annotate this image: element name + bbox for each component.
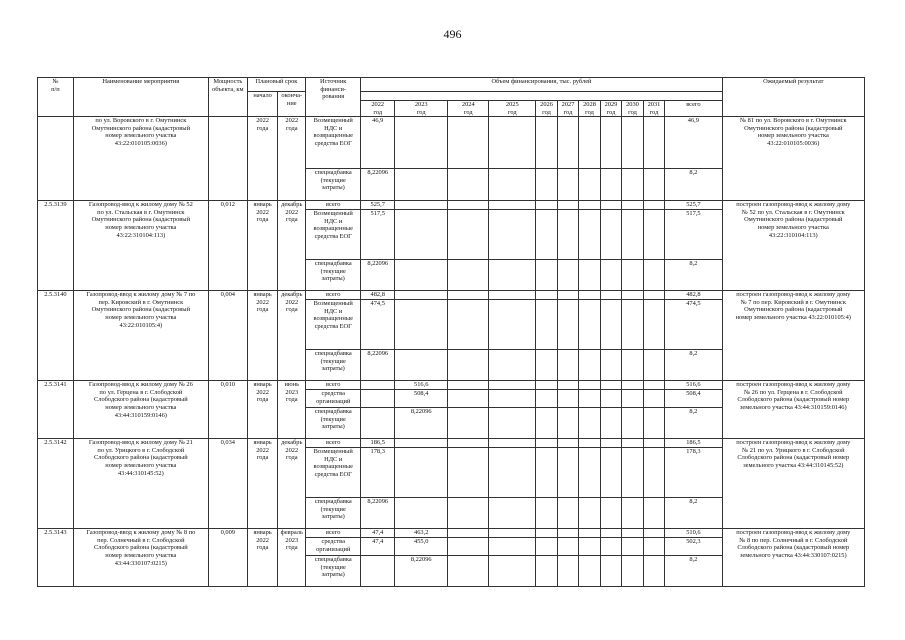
row-year-value: [643, 556, 664, 587]
row-year-value: [643, 538, 664, 556]
row-year-value: [622, 538, 643, 556]
row-year-value: [361, 556, 395, 587]
row-end: июнь 2023 года: [278, 381, 306, 439]
row-year-value: [579, 117, 600, 169]
header-period: Плановый срок: [247, 78, 305, 92]
row-year-value: 525,7: [361, 201, 395, 210]
table-row: [38, 381, 865, 390]
row-source: Возмещенный НДС и возвращенные средства ЕОГ: [306, 448, 361, 498]
header-total: всего: [665, 101, 722, 117]
row-year-value: [643, 498, 664, 529]
row-source: всего: [306, 529, 361, 538]
row-year-value: [579, 169, 600, 201]
row-year-value: [622, 201, 643, 210]
row-year-value: [536, 210, 557, 260]
row-year-value: [557, 390, 578, 408]
row-total: 8,2: [665, 260, 722, 291]
row-year-value: [579, 350, 600, 381]
row-year-value: 517,5: [361, 210, 395, 260]
header-year: 2023 год: [395, 101, 448, 117]
row-capacity: 0,010: [208, 381, 247, 439]
row-year-value: [600, 408, 621, 439]
row-year-value: [643, 529, 664, 538]
row-year-value: [622, 448, 643, 498]
row-year-value: 178,3: [361, 448, 395, 498]
row-total: 8,2: [665, 556, 722, 587]
row-total: 8,2: [665, 408, 722, 439]
row-year-value: [643, 169, 664, 201]
row-year-value: [622, 260, 643, 291]
row-year-value: [579, 260, 600, 291]
row-year-value: [643, 390, 664, 408]
row-year-value: [536, 439, 557, 448]
row-year-value: [579, 201, 600, 210]
row-end: декабрь 2022 года: [278, 291, 306, 381]
row-total: 8,2: [665, 498, 722, 529]
row-year-value: [395, 498, 448, 529]
row-year-value: [557, 260, 578, 291]
row-year-value: [489, 498, 536, 529]
row-year-value: [557, 408, 578, 439]
row-year-value: [361, 390, 395, 408]
row-year-value: [489, 381, 536, 390]
row-total: 525,7: [665, 201, 722, 210]
row-year-value: [622, 529, 643, 538]
row-total: 516,6: [665, 381, 722, 390]
row-year-value: [643, 260, 664, 291]
row-total: 510,6: [665, 529, 722, 538]
row-year-value: [395, 117, 448, 169]
row-year-value: [395, 169, 448, 201]
row-year-value: [489, 390, 536, 408]
row-year-value: [489, 117, 536, 169]
row-year-value: [448, 300, 489, 350]
row-year-value: [643, 300, 664, 350]
header-name: Наименование мероприятия: [73, 78, 208, 117]
row-year-value: 46,9: [361, 117, 395, 169]
row-year-value: [622, 498, 643, 529]
row-start: январь 2022 года: [247, 529, 278, 587]
row-year-value: [395, 300, 448, 350]
row-year-value: [579, 538, 600, 556]
row-number: 2.5.3139: [38, 201, 74, 291]
row-end: февраль 2023 года: [278, 529, 306, 587]
row-year-value: [600, 538, 621, 556]
row-year-value: 47,4: [361, 538, 395, 556]
row-total: 178,3: [665, 448, 722, 498]
row-year-value: [448, 381, 489, 390]
row-year-value: [448, 538, 489, 556]
header-volume: Объем финансирования, тыс. рублей: [361, 78, 722, 92]
header-year: 2030 год: [622, 101, 643, 117]
row-year-value: [600, 498, 621, 529]
header-year: 2031 год: [643, 101, 664, 117]
row-number: 2.5.3143: [38, 529, 74, 587]
row-year-value: [557, 291, 578, 300]
header-no: № п/п: [38, 78, 74, 117]
table-row: [38, 201, 865, 210]
row-source: спецнадбавка (текущие затраты): [306, 169, 361, 201]
row-year-value: [643, 439, 664, 448]
row-year-value: [579, 498, 600, 529]
row-year-value: [643, 350, 664, 381]
row-result: построен газопровод-ввод к жилому дому № 21 по ул. Урицкого в г. Слободской Слободского района (кадастровый номер земельного участка 43:44:310145:52): [722, 439, 864, 529]
row-year-value: 474,5: [361, 300, 395, 350]
row-year-value: [600, 300, 621, 350]
row-year-value: [622, 300, 643, 350]
row-name: по ул. Воровского в г. Омутнинск Омутнинского района (кадастровый номер земельного участка 43:22:010105:0036): [73, 117, 208, 201]
row-start: январь 2022 года: [247, 381, 278, 439]
row-year-value: 186,5: [361, 439, 395, 448]
row-year-value: [600, 169, 621, 201]
row-year-value: [600, 529, 621, 538]
row-end: 2022 года: [278, 117, 306, 201]
row-source: средства организаций: [306, 538, 361, 556]
row-year-value: [622, 390, 643, 408]
header-year: 2029 год: [600, 101, 621, 117]
row-year-value: [600, 448, 621, 498]
row-year-value: [643, 291, 664, 300]
row-year-value: [600, 210, 621, 260]
row-year-value: [448, 291, 489, 300]
row-name: Газопровод-ввод к жилому дому № 26 по ул. Герцена в г. Слободской Слободского района (кадастровый номер земельного участка 43:44:310159:0146): [73, 381, 208, 439]
header-source: Источник финанси- рования: [306, 78, 361, 117]
row-year-value: [622, 381, 643, 390]
row-name: Газопровод-ввод к жилому дому № 21 по ул. Урицкого в г. Слободской Слободского района (кадастровый номер земельного участка 43:44:310145:52): [73, 439, 208, 529]
row-year-value: [536, 498, 557, 529]
row-year-value: [600, 117, 621, 169]
row-total: 517,5: [665, 210, 722, 260]
row-source: спецнадбавка (текущие затраты): [306, 556, 361, 587]
row-capacity: 0,012: [208, 201, 247, 291]
row-year-value: [536, 538, 557, 556]
row-year-value: [361, 381, 395, 390]
row-source: средства организаций: [306, 390, 361, 408]
row-year-value: [489, 291, 536, 300]
row-year-value: 482,8: [361, 291, 395, 300]
row-year-value: [622, 556, 643, 587]
row-result: построен газопровод-ввод к жилому дому № 7 по пер. Кировский в г. Омутнинск Омутнинского района (кадастровый номер земельного участка 43:22:010105:4): [722, 291, 864, 381]
row-year-value: 8,22096: [395, 556, 448, 587]
row-year-value: [557, 201, 578, 210]
row-year-value: [489, 448, 536, 498]
row-year-value: [448, 350, 489, 381]
row-total: 46,9: [665, 117, 722, 169]
row-source: всего: [306, 201, 361, 210]
row-total: 508,4: [665, 390, 722, 408]
row-start: январь 2022 года: [247, 291, 278, 381]
row-source: спецнадбавка (текущие затраты): [306, 498, 361, 529]
row-year-value: 8,22096: [361, 498, 395, 529]
row-year-value: [557, 300, 578, 350]
row-year-value: [489, 556, 536, 587]
row-year-value: [643, 381, 664, 390]
row-year-value: [395, 201, 448, 210]
row-year-value: [536, 408, 557, 439]
row-year-value: 8,22096: [361, 350, 395, 381]
row-year-value: [600, 381, 621, 390]
header-year: 2027 год: [557, 101, 578, 117]
row-year-value: [395, 210, 448, 260]
row-year-value: [622, 210, 643, 260]
row-source: спецнадбавка (текущие затраты): [306, 260, 361, 291]
row-year-value: [557, 381, 578, 390]
row-total: 502,3: [665, 538, 722, 556]
row-year-value: [489, 350, 536, 381]
row-name: Газопровод-ввод к жилому дому № 7 по пер. Кировский в г. Омутнинск Омутнинского района (кадастровый номер земельного участка 43:22:010105:4): [73, 291, 208, 381]
row-year-value: [536, 117, 557, 169]
row-year-value: [643, 201, 664, 210]
row-year-value: [448, 556, 489, 587]
header-capacity: Мощность объекта, км: [208, 78, 247, 117]
row-start: январь 2022 года: [247, 439, 278, 529]
row-year-value: 516,6: [395, 381, 448, 390]
row-year-value: 8,22096: [361, 260, 395, 291]
row-year-value: [448, 201, 489, 210]
row-source: Возмещенный НДС и возвращенные средства ЕОГ: [306, 117, 361, 169]
row-year-value: 8,22096: [395, 408, 448, 439]
row-name: Газопровод-ввод к жилому дому № 8 по пер. Солнечный в г. Слободской Слободского района (кадастровый номер земельного участка 43:44:330107:0215): [73, 529, 208, 587]
row-result: № 81 по ул. Воровского в г. Омутнинск Омутнинского района (кадастровый номер земельного участка 43:22:010105:0036): [722, 117, 864, 201]
row-source: всего: [306, 439, 361, 448]
row-year-value: [448, 117, 489, 169]
header-year: 2022 год: [361, 101, 395, 117]
row-year-value: [600, 291, 621, 300]
row-year-value: [489, 408, 536, 439]
row-year-value: [395, 448, 448, 498]
row-year-value: [600, 260, 621, 291]
row-total: 8,2: [665, 350, 722, 381]
row-year-value: [536, 556, 557, 587]
table-row: [38, 117, 865, 169]
row-year-value: [536, 169, 557, 201]
row-source: всего: [306, 291, 361, 300]
row-year-value: [622, 439, 643, 448]
row-year-value: [536, 381, 557, 390]
row-year-value: [536, 291, 557, 300]
row-year-value: [579, 448, 600, 498]
row-year-value: [448, 169, 489, 201]
row-year-value: [622, 291, 643, 300]
row-year-value: [557, 210, 578, 260]
row-year-value: [579, 408, 600, 439]
row-year-value: [395, 439, 448, 448]
row-name: Газопровод-ввод к жилому дому № 52 по ул. Стальская в г. Омутнинск Омутнинского района (кадастровый номер земельного участка 43:22:310104:113): [73, 201, 208, 291]
row-year-value: [489, 169, 536, 201]
row-year-value: [361, 408, 395, 439]
row-year-value: [448, 390, 489, 408]
row-year-value: [643, 117, 664, 169]
row-year-value: [579, 291, 600, 300]
row-year-value: [579, 390, 600, 408]
row-start: январь 2022 года: [247, 201, 278, 291]
row-capacity: 0,009: [208, 529, 247, 587]
row-result: построен газопровод-ввод к жилому дому № 8 по пер. Солнечный в г. Слободской Слободского района (кадастровый номер земельного участка 43:44:330107:0215): [722, 529, 864, 587]
row-year-value: [579, 300, 600, 350]
row-year-value: [600, 390, 621, 408]
row-year-value: 508,4: [395, 390, 448, 408]
table-row: [38, 439, 865, 448]
row-total: 474,5: [665, 300, 722, 350]
row-year-value: [557, 448, 578, 498]
row-total: 8,2: [665, 169, 722, 201]
row-year-value: 8,22096: [361, 169, 395, 201]
row-year-value: [579, 556, 600, 587]
row-number: 2.5.3141: [38, 381, 74, 439]
row-year-value: [536, 448, 557, 498]
row-year-value: [600, 556, 621, 587]
row-year-value: [557, 169, 578, 201]
row-year-value: [395, 260, 448, 291]
row-total: 186,5: [665, 439, 722, 448]
row-year-value: [489, 201, 536, 210]
row-year-value: 47,4: [361, 529, 395, 538]
row-year-value: [448, 448, 489, 498]
row-year-value: [557, 498, 578, 529]
table-row: [38, 291, 865, 300]
header-year: 2025 год: [489, 101, 536, 117]
row-year-value: [643, 408, 664, 439]
row-source: Возмещенный НДС и возвращенные средства ЕОГ: [306, 210, 361, 260]
header-period-start: начало: [247, 92, 278, 117]
row-end: декабрь 2022 года: [278, 439, 306, 529]
row-capacity: 0,034: [208, 439, 247, 529]
row-year-value: [489, 210, 536, 260]
row-year-value: [557, 439, 578, 448]
row-year-value: 463,2: [395, 529, 448, 538]
row-capacity: [208, 117, 247, 201]
row-year-value: [448, 439, 489, 448]
row-source: Возмещенный НДС и возвращенные средства ЕОГ: [306, 300, 361, 350]
row-number: [38, 117, 74, 201]
row-year-value: [600, 350, 621, 381]
row-year-value: [622, 169, 643, 201]
row-year-value: [536, 260, 557, 291]
row-year-value: [448, 260, 489, 291]
row-number: 2.5.3140: [38, 291, 74, 381]
row-year-value: [579, 529, 600, 538]
row-number: 2.5.3142: [38, 439, 74, 529]
row-year-value: [557, 350, 578, 381]
row-year-value: [600, 201, 621, 210]
row-year-value: [643, 448, 664, 498]
row-total: 482,8: [665, 291, 722, 300]
row-year-value: [579, 210, 600, 260]
row-year-value: [579, 439, 600, 448]
row-year-value: [489, 300, 536, 350]
row-year-value: [600, 439, 621, 448]
row-year-value: [448, 408, 489, 439]
row-year-value: [643, 210, 664, 260]
row-result: построен газопровод-ввод к жилому дому № 26 по ул. Герцена в г. Слободской Слободского района (кадастровый номер земельного участка 43:44:310159:0146): [722, 381, 864, 439]
row-year-value: [557, 117, 578, 169]
row-year-value: [489, 529, 536, 538]
row-year-value: [489, 260, 536, 291]
row-source: всего: [306, 381, 361, 390]
row-year-value: [448, 210, 489, 260]
row-capacity: 0,004: [208, 291, 247, 381]
row-source: спецнадбавка (текущие затраты): [306, 350, 361, 381]
row-year-value: [395, 291, 448, 300]
row-year-value: [622, 408, 643, 439]
financing-table: [37, 77, 865, 587]
header-year: 2026 год: [536, 101, 557, 117]
row-year-value: [557, 529, 578, 538]
row-year-value: [557, 556, 578, 587]
row-year-value: [448, 498, 489, 529]
row-year-value: [536, 390, 557, 408]
row-year-value: [448, 529, 489, 538]
page-number: 496: [443, 27, 462, 41]
row-end: декабрь 2022 года: [278, 201, 306, 291]
row-year-value: 455,0: [395, 538, 448, 556]
row-year-value: [622, 117, 643, 169]
table-row: [38, 529, 865, 538]
row-year-value: [536, 350, 557, 381]
header-year: 2028 год: [579, 101, 600, 117]
row-year-value: [579, 381, 600, 390]
row-year-value: [557, 538, 578, 556]
row-year-value: [536, 300, 557, 350]
row-year-value: [536, 201, 557, 210]
header-period-end: оконча- ние: [278, 92, 306, 117]
row-year-value: [489, 439, 536, 448]
row-start: 2022 года: [247, 117, 278, 201]
row-year-value: [489, 538, 536, 556]
row-year-value: [622, 350, 643, 381]
header-year: 2024 год: [448, 101, 489, 117]
row-result: построен газопровод-ввод к жилому дому № 52 по ул. Стальская в г. Омутнинск Омутнинского района (кадастровый номер земельного участка 43:22:310104:113): [722, 201, 864, 291]
row-year-value: [395, 350, 448, 381]
header-result: Ожидаемый результат: [722, 78, 864, 117]
row-year-value: [536, 529, 557, 538]
row-source: спецнадбавка (текущие затраты): [306, 408, 361, 439]
